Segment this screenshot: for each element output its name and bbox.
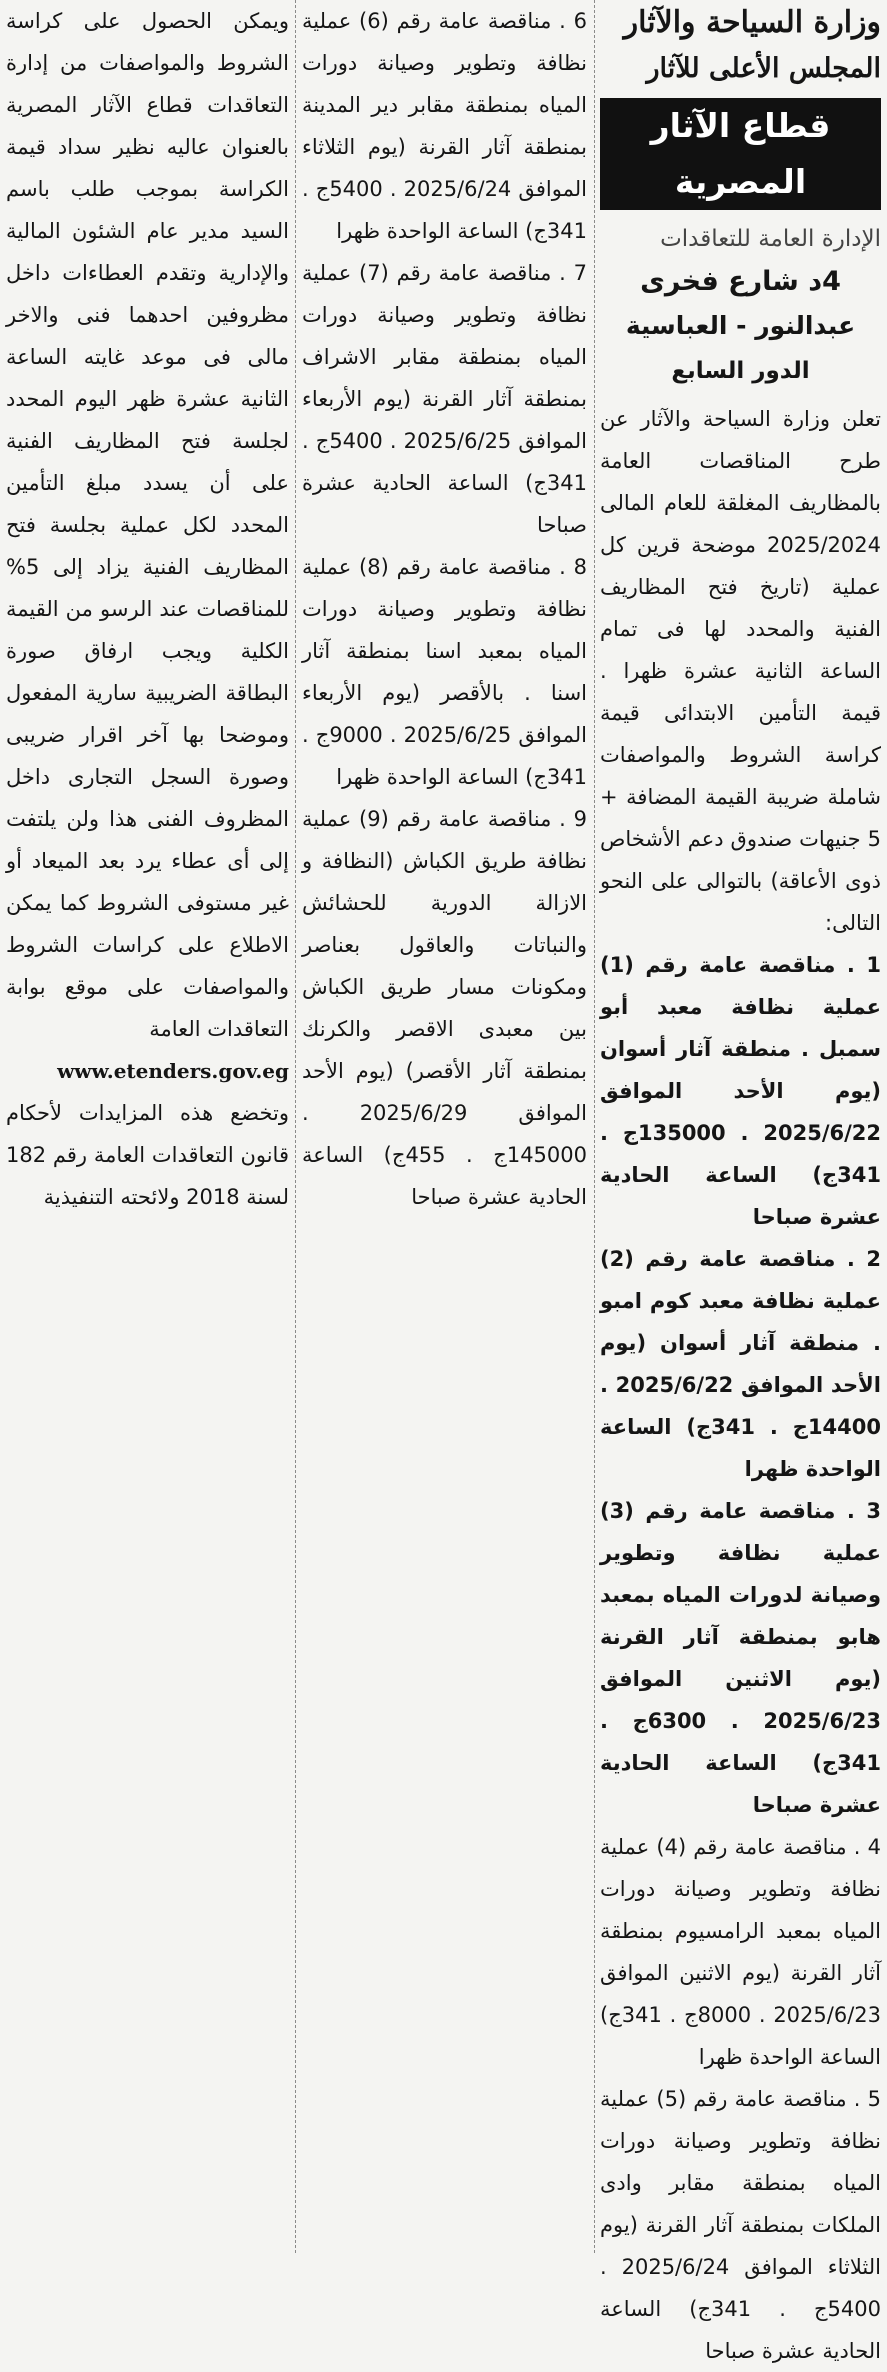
announcement-header (600, 0, 881, 394)
tender-item-1: 1 . مناقصة عامة رقم (1) عملية نظافة معبد أبو سمبل . منطقة آثار أسوان (يوم الأحد الموافق 2025/6/22 . 135000ج . 341ج) الساعة الحادية عشرة صباحا (600, 953, 881, 1229)
column-divider-1 (594, 0, 595, 2253)
tender-item-9: 9 . مناقصة عامة رقم (9) عملية نظافة طريق الكباش (النظافة و الازالة الدورية للحشائش والنباتات والعاقول بعناصر ومكونات مسار طريق الكباش بين معبدى الاقصر والكرنك بمنطقة آثار الأقصر) (يوم الأحد الموافق 2025/6/29 . 145000ج . 455ج) الساعة الحادية عشرة صباحا (302, 807, 587, 1209)
column-divider-2 (295, 0, 296, 2253)
tender-item-4: 4 . مناقصة عامة رقم (4) عملية نظافة وتطوير وصيانة دورات المياه بمعبد الرامسيوم بمنطقة آثار القرنة (يوم الاثنين الموافق 2025/6/23 . 8000ج . 341ج) الساعة الواحدة ظهرا (600, 1835, 881, 2069)
department-name: الإدارة العامة للتعاقدات (660, 226, 881, 252)
tender-item-7: 7 . مناقصة عامة رقم (7) عملية نظافة وتطوير وصيانة دورات المياه بمنطقة مقابر الاشراف بمنطقة آثار القرنة (يوم الأربعاء الموافق 2025/6/25 . 5400ج . 341ج) الساعة الحادية عشرة صباحا (302, 261, 587, 537)
website-url[interactable]: www.etenders.gov.eg (57, 1059, 289, 1083)
intro-paragraph: تعلن وزارة السياحة والآثار عن طرح المناقصات العامة بالمظاريف المغلقة للعام المالى 2025/2024 موضحة قرين كل عملية (تاريخ فتح المظاريف الفنية والمحدد لها فى تمام الساعة الثانية عشرة ظهرا . قيمة التأمين الابتدائى قيمة كراسة الشروط والمواصفات شاملة ضريبة القيمة المضافة + 5 جنيهات صندوق دعم الأشخاص ذوى الأعاقة) بالتوالى على النحو التالى: (600, 407, 881, 935)
tender-item-3: 3 . مناقصة عامة رقم (3) عملية نظافة وتطوير وصيانة لدورات المياه بمعبد هابو بمنطقة آثار القرنة (يوم الاثنين الموافق 2025/6/23 . 6300ج . 341ج) الساعة الحادية عشرة صباحا (600, 1499, 881, 1817)
address-floor: الدور السابع (671, 358, 810, 384)
address-line-2: عبدالنور - العباسية (625, 311, 856, 340)
tender-item-8: 8 . مناقصة عامة رقم (8) عملية نظافة وتطوير وصيانة دورات المياه بمعبد اسنا بمنطقة آثار اسنا . بالأقصر (يوم الأربعاء الموافق 2025/6/25 . 9000ج . 341ج) الساعة الواحدة ظهرا (302, 555, 587, 789)
tender-item-5: 5 . مناقصة عامة رقم (5) عملية نظافة وتطوير وصيانة دورات المياه بمنطقة مقابر وادى الملكات بمنطقة آثار القرنة (يوم الثلاثاء الموافق 2025/6/24 . 5400ج . 341ج) الساعة الحادية عشرة صباحا (600, 2087, 881, 2363)
address-line-1: 4د شارع فخرى (640, 266, 841, 297)
closing-paragraph: ويمكن الحصول على كراسة الشروط والمواصفات من إدارة التعاقدات قطاع الآثار المصرية بالعنوان عاليه نظير سداد قيمة الكراسة بموجب طلب باسم السيد مدير عام الشئون المالية والإدارية وتقدم العطاءات داخل مظروفين احدهما فنى والاخر مالى فى موعد غايته الساعة الثانية عشرة ظهر اليوم المحدد لجلسة فتح المظاريف الفنية على أن يسدد مبلغ التأمين المحدد لكل عملية بجلسة فتح المظاريف الفنية يزاد إلى 5% للمناقصات عند الرسو من القيمة الكلية ويجب ارفاق صورة البطاقة الضريبية سارية المفعول وموضحا بها آخر اقرار ضريبى وصورة السجل التجارى داخل المظروف الفنى هذا ولن يلتفت إلى أى عطاء يرد بعد الميعاد أو غير مستوفى الشروط كما يمكن الاطلاع على كراسات الشروط والمواصفات على موقع بوابة التعاقدات العامة (6, 9, 289, 1041)
column-right (600, 0, 881, 2363)
sector-banner: قطاع الآثار المصرية (600, 98, 881, 210)
tender-item-6: 6 . مناقصة عامة رقم (6) عملية نظافة وتطوير وصيانة دورات المياه بمنطقة مقابر دير المدينة بمنطقة آثار القرنة (يوم الثلاثاء الموافق 2025/6/24 . 5400ج . 341ج) الساعة الواحدة ظهرا (302, 9, 587, 243)
column-left (6, 0, 289, 2253)
final-note: وتخضع هذه المزايدات لأحكام قانون التعاقدات العامة رقم 182 لسنة 2018 ولائحته التنفيذية (6, 1101, 289, 1209)
ministry-name: وزارة السياحة والآثار (623, 5, 881, 40)
council-name: المجلس الأعلى للآثار (646, 53, 881, 84)
column-middle (302, 0, 587, 2253)
tender-item-2: 2 . مناقصة عامة رقم (2) عملية نظافة معبد كوم امبو . منطقة آثار أسوان (يوم الأحد الموافق 2025/6/22 . 14400ج . 341ج) الساعة الواحدة ظهرا (600, 1247, 881, 1481)
